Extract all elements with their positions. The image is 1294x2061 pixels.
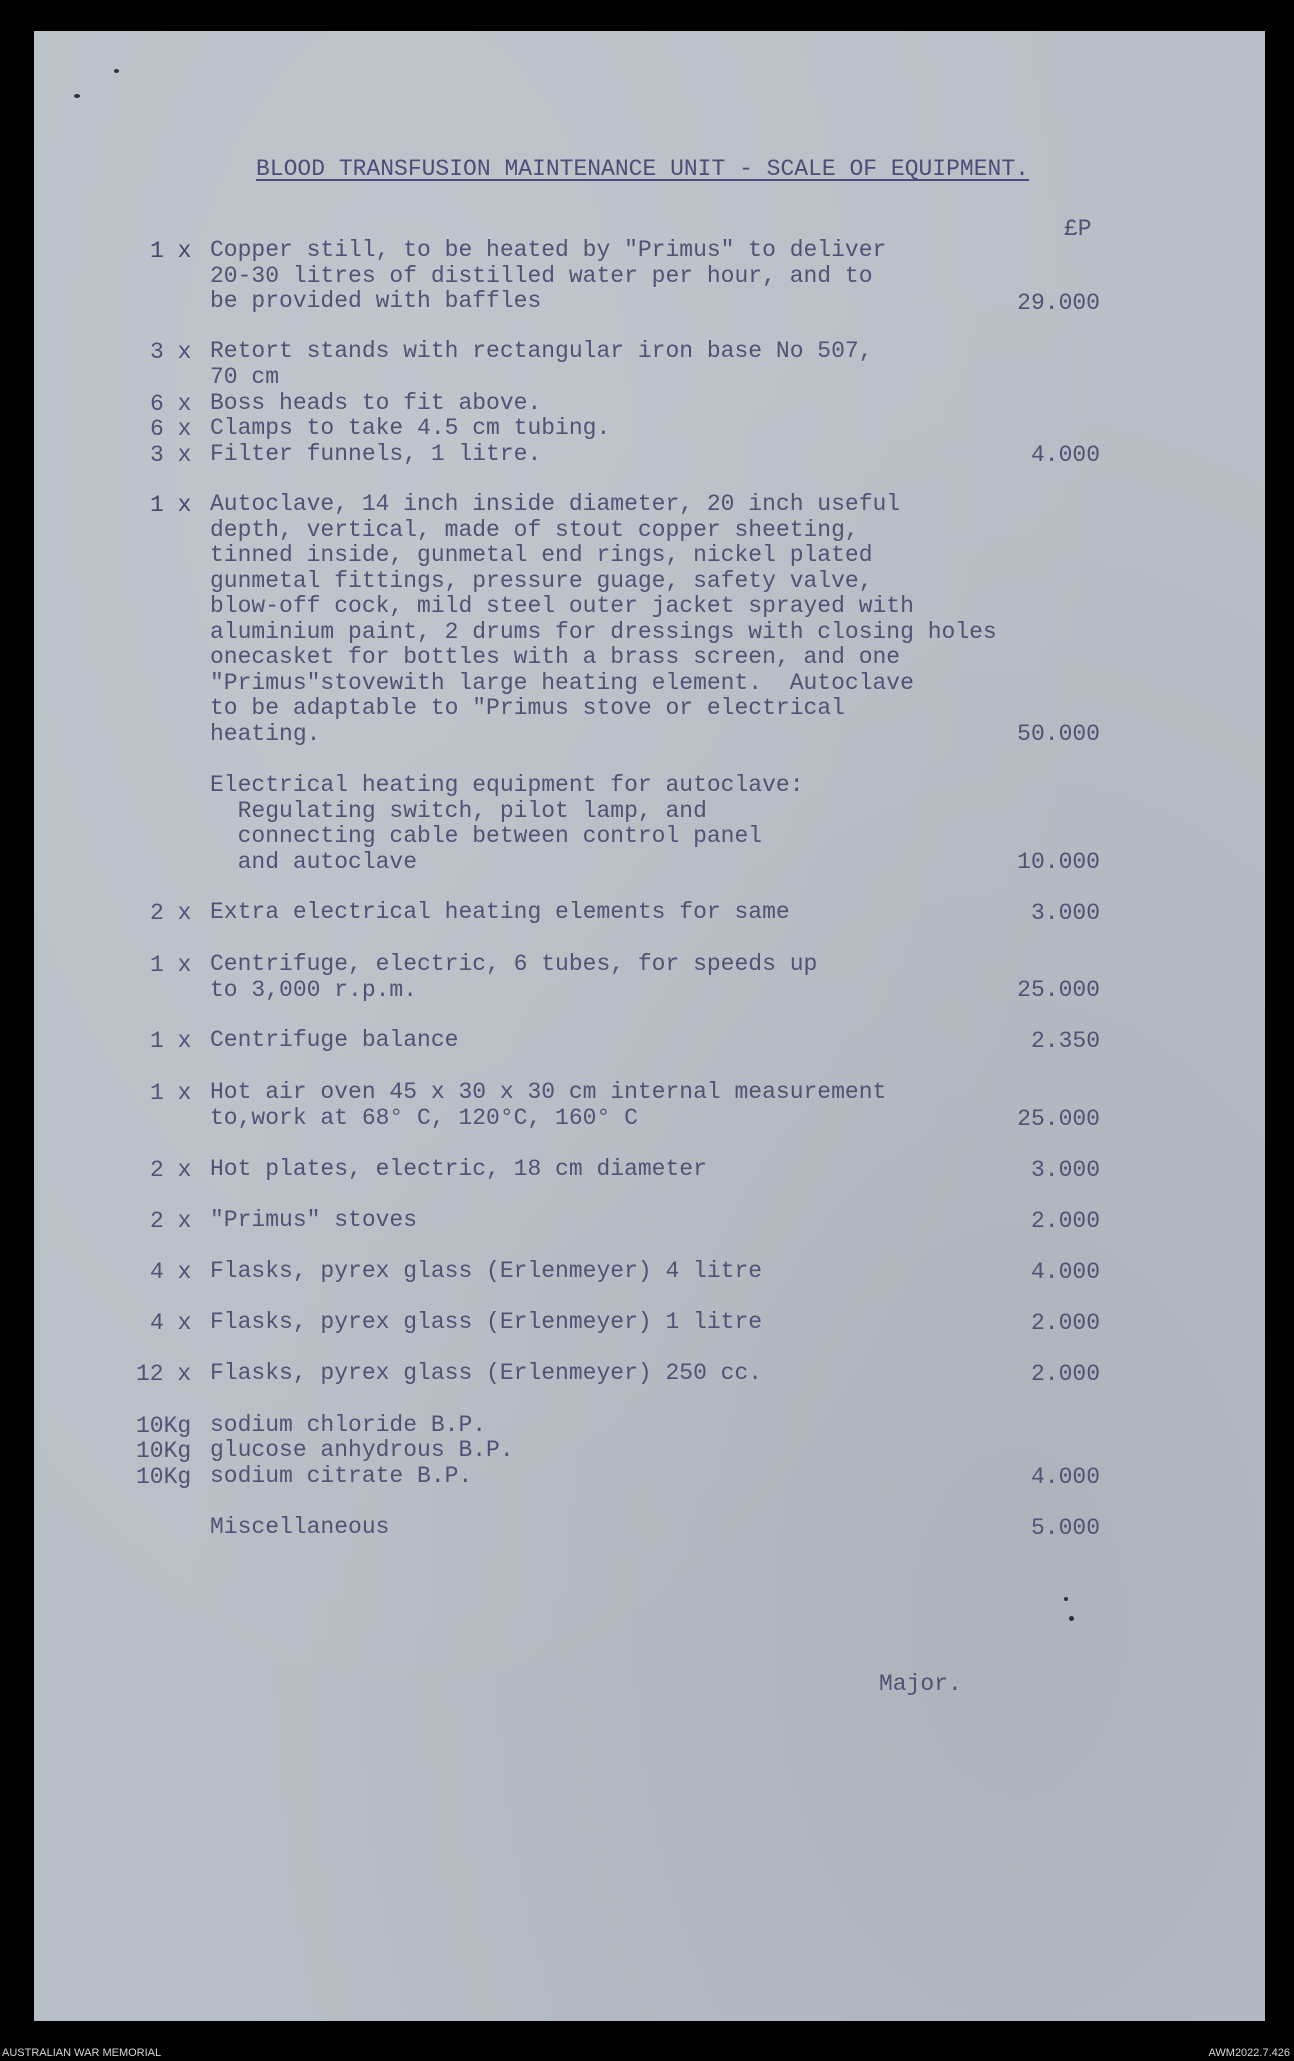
item-qty: 1 x [150,1080,192,1106]
item-price: 5.000 [1030,1515,1100,1541]
item-qty: 1 x [150,238,192,264]
item-qty: 4 x [150,1310,192,1336]
footer-source: AUSTRALIAN WAR MEMORIAL [2,2047,162,2059]
item-description: Flasks, pyrex glass (Erlenmeyer) 1 litre [210,1309,763,1335]
footer-id: AWM2022.7.426 [1208,2047,1290,2059]
item-description: Extra electrical heating elements for same [210,899,790,925]
item-price: 4.000 [1030,442,1100,468]
item-qty: 12 x [136,1361,192,1387]
item-price: 2.350 [1030,1028,1100,1054]
item-qty: 10Kg [136,1464,192,1490]
item-description: sodium citrate B.P. [210,1463,473,1489]
item-price: 25.000 [1017,977,1100,1003]
item-qty: 10Kg [136,1438,192,1464]
item-price: 2.000 [1030,1208,1100,1234]
item-qty: 6 x [150,416,192,442]
item-price: 4.000 [1030,1259,1100,1285]
item-description: glucose anhydrous B.P. [210,1437,514,1463]
document-title: BLOOD TRANSFUSION MAINTENANCE UNIT - SCALE OF EQUIPMENT. [256,156,1029,182]
item-qty: 1 x [150,492,192,518]
item-description: Miscellaneous [210,1514,390,1540]
item-description: Boss heads to fit above. [210,390,542,416]
item-qty: 3 x [150,442,192,468]
item-description: Hot plates, electric, 18 cm diameter [210,1156,707,1182]
item-qty: 3 x [150,339,192,365]
item-qty: 2 x [150,1208,192,1234]
item-description: Electrical heating equipment for autoclave: Regulating switch, pilot lamp, and connecting cable between control panel and autoclave [210,772,804,875]
stain-mark [1069,1616,1074,1621]
item-qty: 2 x [150,1157,192,1183]
item-price: 25.000 [1017,1106,1100,1132]
item-price: 29.000 [1017,290,1100,316]
item-price: 3.000 [1030,1157,1100,1183]
item-price: 4.000 [1030,1464,1100,1490]
stain-mark [74,94,80,98]
signature-title: Major. [879,1671,962,1697]
item-price: 2.000 [1030,1310,1100,1336]
item-price: 10.000 [1017,849,1100,875]
item-description: Autoclave, 14 inch inside diameter, 20 inch useful depth, vertical, made of stout copper sheeting, tinned inside, gunmetal end rings, nickel plated gunmetal fittings, pressure guage, safety valve, blow-off cock, mild steel outer jacket sprayed with aluminium paint, 2 drums for dressings with closing holes onecasket for bottles with a brass screen, and one "Primus"stovewith large heating element. Autoclave to be adaptable to "Primus stove or electrical heating. [210,491,997,747]
currency-header: £P [1064,216,1092,242]
item-description: Flasks, pyrex glass (Erlenmeyer) 250 cc. [210,1360,763,1386]
item-price: 50.000 [1017,721,1100,747]
stain-mark [1064,1597,1068,1601]
item-qty: 10Kg [136,1413,192,1439]
item-qty: 1 x [150,1028,192,1054]
item-description: Clamps to take 4.5 cm tubing. [210,415,611,441]
item-qty: 2 x [150,900,192,926]
item-description: Copper still, to be heated by "Primus" to deliver 20-30 litres of distilled water per hour, and to be provided with baffles [210,237,887,314]
document-page [34,31,1265,2021]
item-description: Retort stands with rectangular iron base No 507, 70 cm [210,338,873,390]
item-description: Hot air oven 45 x 30 x 30 cm internal measurement to,work at 68° C, 120°C, 160° C [210,1079,887,1131]
item-price: 3.000 [1030,900,1100,926]
item-qty: 4 x [150,1259,192,1285]
item-description: Centrifuge, electric, 6 tubes, for speeds up to 3,000 r.p.m. [210,951,818,1003]
item-description: Flasks, pyrex glass (Erlenmeyer) 4 litre [210,1258,763,1284]
stain-mark [114,69,119,73]
item-price: 2.000 [1030,1361,1100,1387]
item-description: Filter funnels, 1 litre. [210,441,542,467]
item-qty: 1 x [150,952,192,978]
item-description: Centrifuge balance [210,1027,459,1053]
item-description: sodium chloride B.P. [210,1412,487,1438]
item-qty: 6 x [150,391,192,417]
item-description: "Primus" stoves [210,1207,418,1233]
